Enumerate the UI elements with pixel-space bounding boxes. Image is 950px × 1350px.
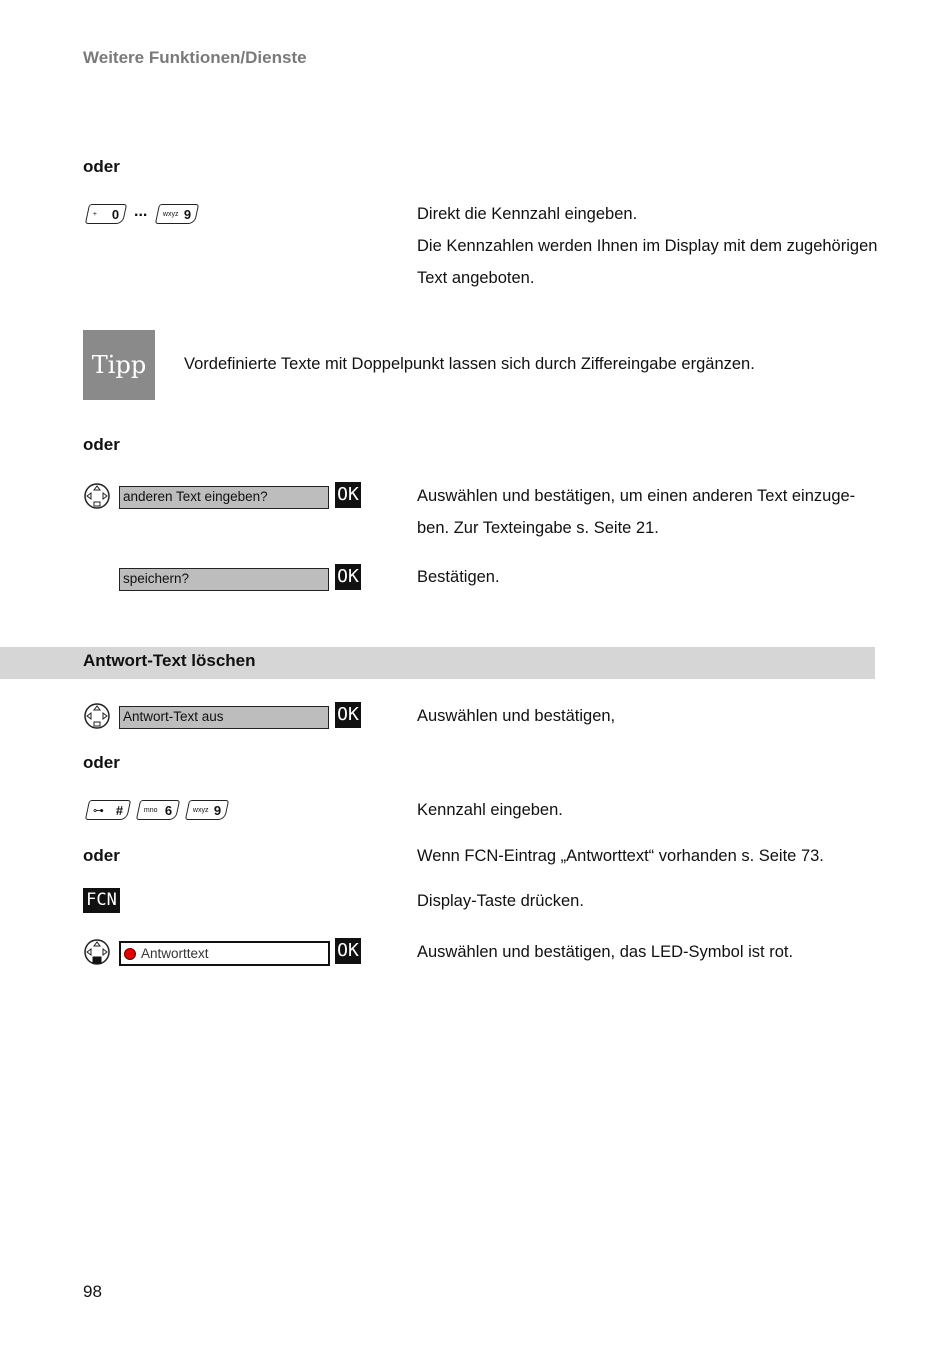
section-title: Antwort-Text löschen	[83, 651, 256, 670]
key-0: + 0	[85, 204, 127, 224]
instruction-text: Kennzahl eingeben.	[417, 801, 563, 819]
display-text: Antworttext	[141, 945, 209, 961]
oder-label: oder	[83, 846, 120, 865]
ok-key: OK	[335, 938, 361, 964]
fcn-key: FCN	[83, 888, 120, 913]
display-menu-item: speichern?	[119, 568, 329, 591]
key-9: wxyz 9	[185, 800, 229, 820]
key-6: mno 6	[136, 800, 180, 820]
instruction-text: Display-Taste drücken.	[417, 892, 584, 910]
key-hash: ⊶ #	[85, 800, 131, 820]
instruction-text: Die Kennzahlen werden Ihnen im Display mit dem zugehörigen	[417, 237, 878, 255]
instruction-text: Auswählen und bestätigen, um einen anderen Text einzuge-	[417, 487, 856, 505]
nav-key-icon	[83, 702, 111, 730]
oder-label: oder	[83, 157, 120, 176]
instruction-text: Text angeboten.	[417, 269, 535, 287]
tipp-text: Vordefinierte Texte mit Doppelpunkt lassen sich durch Ziffereingabe ergänzen.	[184, 355, 755, 373]
display-menu-item-led	[119, 941, 330, 966]
ok-key: OK	[335, 482, 361, 508]
instruction-text: Auswählen und bestätigen, das LED-Symbol ist rot.	[417, 943, 794, 961]
tipp-badge: Tipp	[83, 330, 155, 400]
ok-key: OK	[335, 564, 361, 590]
instruction-text: Direkt die Kennzahl eingeben.	[417, 205, 638, 223]
led-red-icon	[124, 948, 136, 960]
ellipsis: ...	[134, 203, 148, 220]
ok-key: OK	[335, 702, 361, 728]
instruction-text: Auswählen und bestätigen,	[417, 707, 616, 725]
oder-label: oder	[83, 435, 120, 454]
key-9: wxyz 9	[155, 204, 199, 224]
display-menu-item: anderen Text eingeben?	[119, 486, 329, 509]
instruction-text: ben. Zur Texteingabe s. Seite 21.	[417, 519, 659, 537]
page-header: Weitere Funktionen/Dienste	[83, 48, 307, 67]
instruction-text: Bestätigen.	[417, 568, 500, 586]
nav-key-icon	[83, 482, 111, 510]
nav-key-down-icon	[83, 938, 111, 966]
oder-label: oder	[83, 753, 120, 772]
display-menu-item: Antwort-Text aus	[119, 706, 329, 729]
instruction-text: Wenn FCN-Eintrag „Antworttext“ vorhanden s. Seite 73.	[417, 847, 824, 865]
page-number: 98	[83, 1282, 102, 1301]
